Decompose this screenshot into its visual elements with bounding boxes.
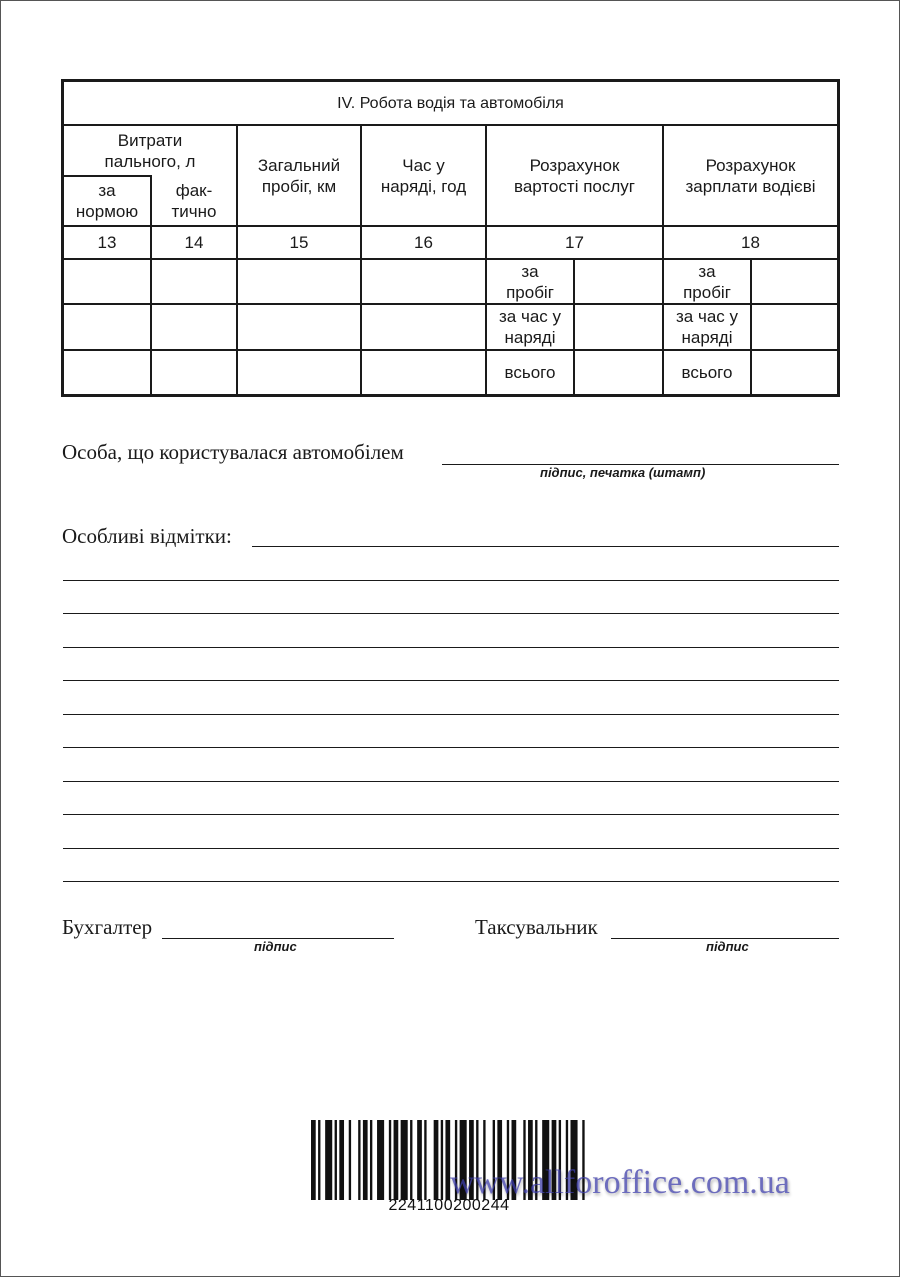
column-number: 15: [289, 233, 309, 252]
barcode-bar: [318, 1120, 320, 1200]
watermark: www.allforoffice.com.ua: [450, 1164, 790, 1201]
column-number: 17: [565, 233, 584, 252]
notes-line[interactable]: [63, 881, 839, 882]
barcode-bar: [363, 1120, 368, 1200]
barcode-bar: [394, 1120, 399, 1200]
barcode-bar: [410, 1120, 412, 1200]
row-label-duty-time: за час у наряді: [498, 307, 561, 347]
barcode-bar: [358, 1120, 360, 1200]
notes-line[interactable]: [252, 546, 839, 547]
barcode-bar: [339, 1120, 344, 1200]
barcode-bar: [424, 1120, 426, 1200]
header-driver-salary: Розрахунок зарплати водієві: [685, 155, 816, 196]
row-label-duty-time: за час у наряді: [675, 307, 738, 347]
accountant-label: Бухгалтер: [62, 915, 153, 939]
column-number: 13: [97, 233, 117, 252]
notes-line[interactable]: [63, 848, 839, 849]
notes-label: Особливі відмітки:: [62, 524, 232, 548]
barcode-bar: [370, 1120, 372, 1200]
notes-line[interactable]: [63, 580, 839, 581]
notes-line[interactable]: [63, 613, 839, 614]
column-number: 16: [414, 233, 433, 252]
notes-line[interactable]: [63, 781, 839, 782]
notes-line[interactable]: [63, 647, 839, 648]
column-number: 18: [741, 233, 760, 252]
notes-line[interactable]: [63, 747, 839, 748]
taxi-operator-signature-caption: підпис: [706, 939, 749, 954]
accountant-signature-caption: підпис: [254, 939, 297, 954]
barcode-bar: [401, 1120, 408, 1200]
row-label-total: всього: [504, 363, 556, 382]
header-fuel-actual: фак- тично: [171, 181, 217, 221]
section-title: IV. Робота водія та автомобіля: [337, 94, 564, 112]
user-signature-label: Особа, що користувалася автомобілем: [62, 440, 404, 464]
user-signature-caption: підпис, печатка (штамп): [540, 465, 706, 480]
row-label-mileage: за пробіг: [506, 261, 554, 302]
barcode-number: 2241100200244: [388, 1197, 510, 1214]
barcode-bar: [335, 1120, 337, 1200]
barcode-bar: [417, 1120, 422, 1200]
barcode-bar: [311, 1120, 316, 1200]
header-mileage: Загальний пробіг, км: [257, 155, 341, 196]
header-fuel: Витрати пального, л: [104, 130, 196, 171]
barcode-bar: [325, 1120, 332, 1200]
barcode-bar: [377, 1120, 384, 1200]
table-line: [573, 258, 575, 394]
header-service-cost: Розрахунок вартості послуг: [514, 155, 635, 196]
taxi-operator-label: Таксувальник: [475, 915, 598, 939]
header-duty-time: Час у наряді, год: [380, 155, 467, 196]
barcode-bar: [441, 1120, 443, 1200]
header-fuel-norm: за нормою: [75, 181, 139, 221]
row-label-total: всього: [681, 363, 733, 382]
notes-line[interactable]: [63, 680, 839, 681]
row-label-mileage: за пробіг: [683, 261, 731, 302]
barcode-bar: [434, 1120, 439, 1200]
barcode-bar: [349, 1120, 351, 1200]
table-line: [750, 258, 752, 394]
work-table: [61, 79, 840, 397]
notes-line[interactable]: [63, 714, 839, 715]
barcode-bar: [389, 1120, 391, 1200]
column-number: 14: [184, 233, 204, 252]
notes-line[interactable]: [63, 814, 839, 815]
